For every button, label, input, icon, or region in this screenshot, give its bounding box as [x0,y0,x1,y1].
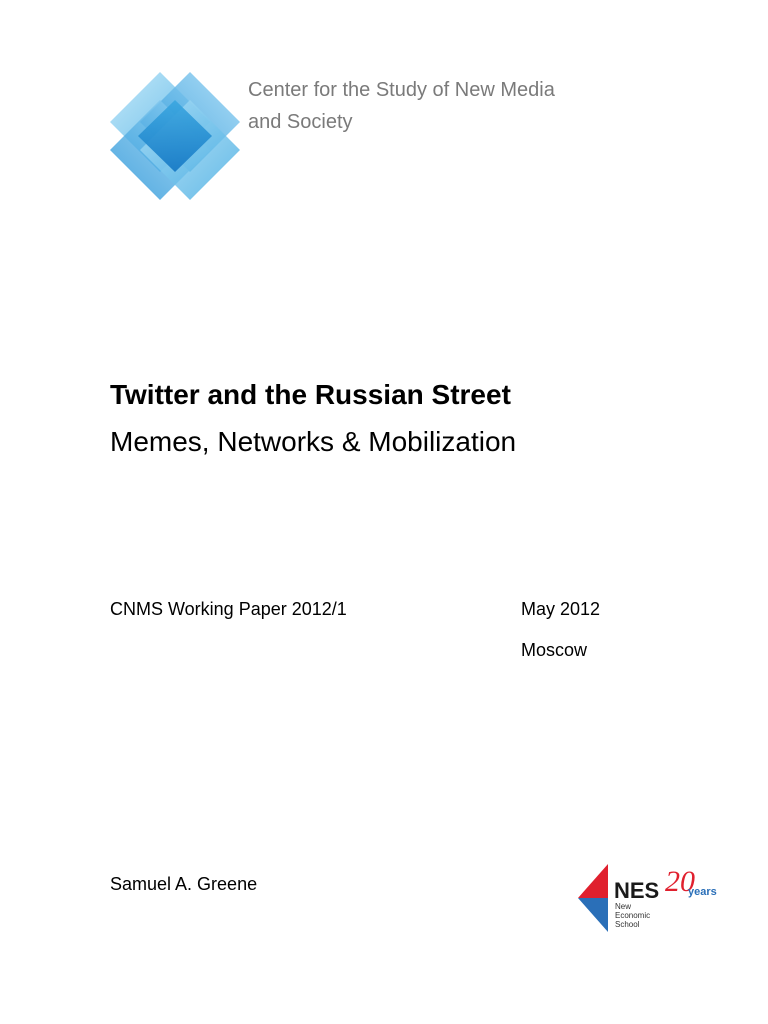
cnms-logo-icon [108,70,242,202]
nes-line3: School [615,920,640,929]
center-name-line2: and Society [248,111,353,133]
working-paper-series: CNMS Working Paper 2012/1 [110,599,347,619]
nes-logo-icon [576,862,726,934]
nes-abbr: NES [614,878,660,903]
publication-place: Moscow [521,640,588,660]
nes-line2: Economic [615,911,651,920]
nes-blue-triangle [578,898,608,932]
nes-line1: New [615,902,632,911]
nes-years: years [688,886,717,898]
author-name: Samuel A. Greene [110,874,258,894]
paper-title: Twitter and the Russian Street [110,379,511,410]
paper-subtitle: Memes, Networks & Mobilization [110,426,517,457]
center-name [248,74,608,138]
nes-anniversary-number: 20 [665,865,695,898]
publication-date: May 2012 [521,599,601,619]
nes-red-triangle [578,864,608,898]
center-name-line1: Center for the Study of New Media [248,79,555,101]
